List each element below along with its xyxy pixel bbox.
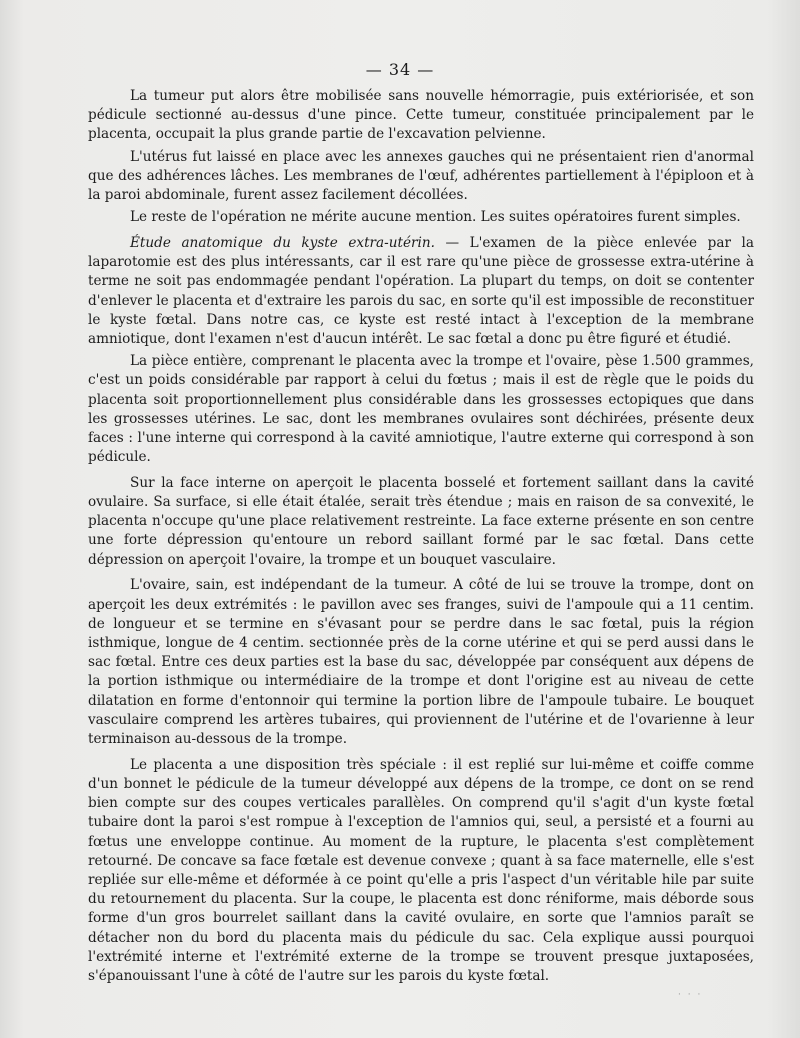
paragraph-text: Sur la face interne on aperçoit le placenta bosselé et fortement saillant dans la cavité ovulaire. Sa surface, si elle était étalée, serait très étendue ; mais en raison de sa convexité, le placenta n'occupe qu'une place relativement restreinte. La face externe présente en son centre une forte dépression qu'entoure un rebord saillant formé par le sac fœtal. Dans cette dépression on aperçoit l'ovaire, la trompe et un bouquet vasculaire. <box>88 474 754 568</box>
paragraph-ovaire <box>88 576 754 749</box>
paragraph-text: La pièce entière, comprenant le placenta avec la trompe et l'ovaire, pèse 1.500 grammes, c'est un poids considérable par rapport à celui du fœtus ; mais il est de règle que le poids du placenta soit proportionnellement plus considérable dans les grossesses ectopiques que dans les grossesses utérines. Le sac, dont les membranes ovulaires sont déchirées, présente deux faces : l'une interne qui correspond à la cavité amniotique, l'autre externe qui correspond à son pédicule. <box>88 353 754 466</box>
body-text <box>88 87 754 993</box>
page-number: — 34 — <box>365 60 435 79</box>
paragraph-placenta <box>88 756 754 986</box>
paragraph-piece-entiere <box>88 352 754 467</box>
paragraph-uterus <box>88 148 754 206</box>
paragraph-tumeur <box>88 87 754 145</box>
paragraph-face-interne <box>88 474 754 570</box>
paragraph-operation <box>88 208 754 227</box>
paragraph-text: Le placenta a une disposition très spéciale : il est replié sur lui-même et coiffe comme d'un bonnet le pédicule de la tumeur développé aux dépens de la trompe, ce dont on se rend bien compte sur des coupes verticales parallèles. On comprend qu'il s'agit d'un kyste fœtal tubaire dont la paroi s'est rompue à l'exception de l'amnios qui, seul, a persisté et a fourni au fœtus une enveloppe continue. Au moment de la rupture, le placenta s'est complètement retourné. De concave sa face fœtale est devenue convexe ; quant à sa face maternelle, elle s'est repliée sur elle-même et déformée à ce point qu'elle a pris l'aspect d'un véritable hile par suite du retournement du placenta. Sur la coupe, le placenta est donc réniforme, mais déborde sous forme d'un gros bourrelet saillant dans la cavité ovulaire, en sorte que l'amnios paraît se détacher non du bord du placenta mais du pédicule du sac. Cela explique aussi pourquoi l'extrémité interne et l'extrémité externe de la trompe se trouvent presque juxtaposées, s'épanouissant l'une à côté de l'autre sur les parois du kyste fœtal. <box>88 756 754 984</box>
paragraph-text: L'utérus fut laissé en place avec les annexes gauches qui ne présentaient rien d'anormal que des adhérences lâches. Les membranes de l'œuf, adhérentes partiellement à l'épiploon et à la paroi abdominale, furent assez facilement décollées. <box>88 148 754 204</box>
paragraph-etude-anatomique <box>88 234 754 349</box>
paragraph-text: La tumeur put alors être mobilisée sans nouvelle hémorragie, puis extériorisée, et son pédicule sectionné au-dessus d'une pince. Cette tumeur, constituée principalement par le placenta, occupait la plus grande partie de l'excavation pelvienne. <box>88 88 754 143</box>
paragraph-text: L'ovaire, sain, est indépendant de la tumeur. A côté de lui se trouve la trompe, dont on aperçoit les deux extrémités : le pavillon avec ses franges, suivi de l'ampoule qui a 11 centim. de longueur et se termine en s'évasant pour se perdre dans le sac fœtal, puis la région isthmique, longue de 4 centim. sectionnée près de la corne utérine et qui se perd aussi dans le sac fœtal. Entre ces deux parties est la base du sac, développée par conséquent aux dépens de la portion isthmique ou intermédiaire de la trompe et dont l'origine est au niveau de cette dilatation en forme d'entonnoir qui termine la portion libre de l'ampoule tubaire. Le bouquet vasculaire comprend les artères tubaires, qui proviennent de l'utérine et de l'ovarienne à leur terminaison au-dessous de la trompe. <box>88 577 754 747</box>
paragraph-text: — L'examen de la pièce enlevée par la laparotomie est des plus intéressants, car il est rare qu'une pièce de grossesse extra-utérine à terme ne soit pas endommagée pendant l'opération. La plupart du temps, on doit se contenter d'enlever le placenta et d'extraire les parois du sac, en sorte qu'il est impossible de reconstituer le kyste fœtal. Dans notre cas, ce kyste est resté intact à l'exception de la membrane amniotique, dont l'examen n'est d'aucun intérêt. Le sac fœtal a donc pu être figuré et étudié. <box>88 234 754 347</box>
scan-speck: · · · <box>678 990 703 1000</box>
section-heading: Étude anatomique du kyste extra-utérin. <box>130 234 435 251</box>
paragraph-text: Le reste de l'opération ne mérite aucune mention. Les suites opératoires furent simples. <box>130 209 741 226</box>
